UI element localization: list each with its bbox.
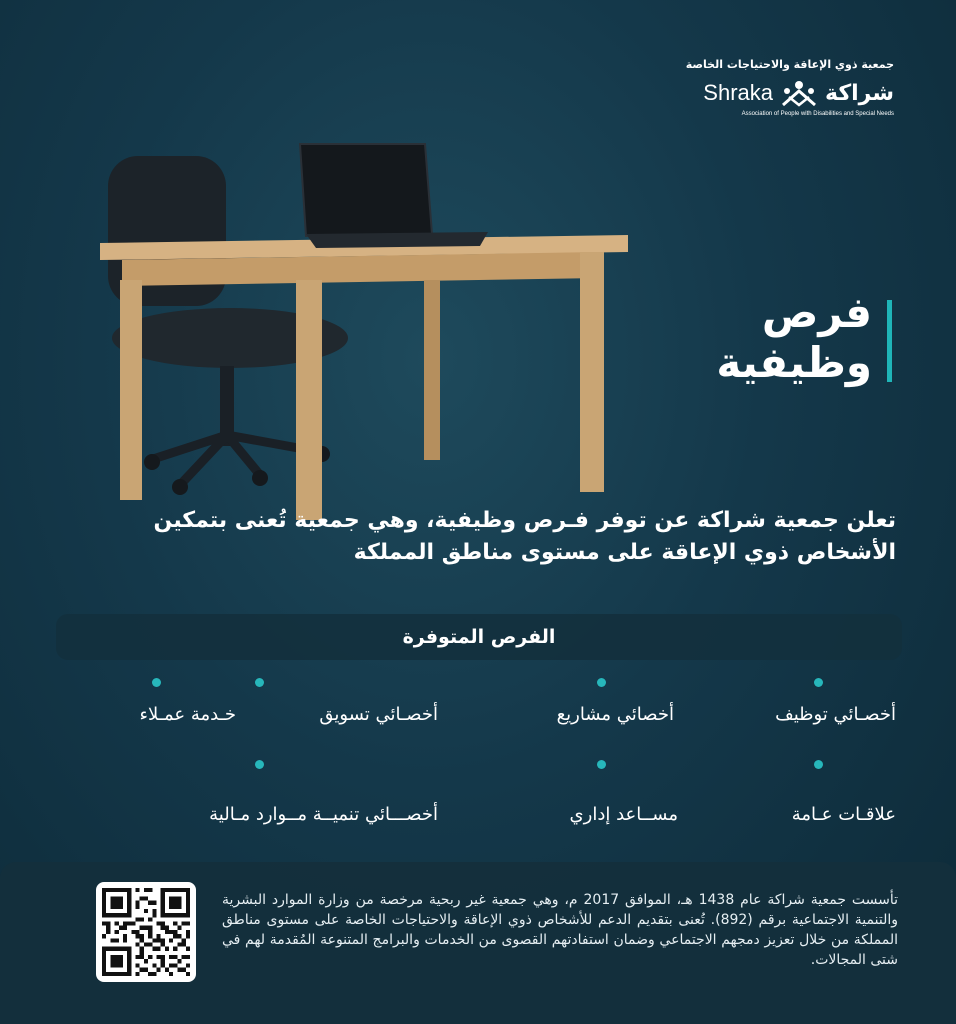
dot-icon bbox=[814, 678, 823, 687]
logo-name-en: Shraka bbox=[703, 80, 773, 105]
intro-line-2: الأشخاص ذوي الإعاقة على مستوى مناطق المملكة bbox=[353, 540, 896, 565]
about-text: تأسست جمعية شراكة عام 1438 هـ، الموافق 2017 م، وهي جمعية غير ربحية مرخصة من وزارة الموارد البشرية والتنمية الاجتماعية برقم (892). تُعنى بتقديم الدعم للأشخاص ذوي الإعاقة والاحتياجات الخاصة على مستوى مناطق المملكة من خلال تعزيز دمجهم الاجتماعي وضمان استفادتهم القصوى من الخدمات والبرامج المتنوعة المُقدمة لهم في شتى المجالات. bbox=[222, 892, 899, 968]
job-label: أخصائي مشاريع bbox=[556, 704, 674, 725]
headline-accent-bar bbox=[887, 300, 892, 382]
people-circle-icon bbox=[779, 79, 819, 107]
job-item bbox=[775, 704, 896, 725]
available-jobs-header: الفرص المتوفرة bbox=[56, 614, 902, 660]
laptop-screen bbox=[300, 144, 432, 236]
qr-code-icon bbox=[102, 888, 190, 976]
job-item bbox=[570, 804, 678, 825]
chair-wheel bbox=[172, 479, 188, 495]
dot-icon bbox=[255, 760, 264, 769]
headline-line-2: وظيفية bbox=[716, 338, 872, 387]
qr-code[interactable] bbox=[96, 882, 196, 982]
job-item bbox=[140, 704, 237, 725]
dot-icon bbox=[597, 760, 606, 769]
logo-tagline-ar: جمعية ذوي الإعاقة والاحتياجات الخاصة bbox=[685, 58, 894, 71]
dot-icon bbox=[152, 678, 161, 687]
headline-line-1: فرص bbox=[761, 288, 872, 337]
chair-wheel bbox=[252, 470, 268, 486]
job-label: أخصـائي تسويق bbox=[319, 704, 438, 725]
desk-chair-illustration bbox=[60, 130, 660, 530]
chair-base bbox=[150, 435, 320, 485]
dot-icon bbox=[597, 678, 606, 687]
dot-icon bbox=[814, 760, 823, 769]
desk-leg bbox=[424, 280, 440, 460]
logo-row bbox=[664, 79, 894, 107]
job-item bbox=[209, 804, 438, 825]
intro-line-1: تعلن جمعية شراكة عن توفر فـرص وظيفية، وهي جمعية تُعنى بتمكين bbox=[153, 508, 896, 533]
laptop-base bbox=[306, 232, 488, 248]
footer bbox=[0, 862, 956, 1024]
job-label: أخصـائي توظيف bbox=[775, 704, 896, 725]
headline bbox=[716, 288, 872, 388]
chair-wheel bbox=[144, 454, 160, 470]
brand-logo bbox=[664, 58, 894, 117]
job-item bbox=[792, 804, 896, 825]
logo-name-ar: شراكة bbox=[825, 80, 894, 106]
intro-text bbox=[120, 505, 896, 569]
desk-leg bbox=[120, 280, 142, 500]
job-label: خـدمة عمـلاء bbox=[139, 704, 236, 725]
desk-leg bbox=[296, 280, 322, 520]
job-label: مســاعد إداري bbox=[569, 804, 678, 825]
logo-tagline-en: Association of People with Disabilities and Special Needs bbox=[741, 111, 894, 117]
job-item bbox=[557, 704, 674, 725]
job-label: علاقـات عـامة bbox=[791, 804, 896, 825]
dot-icon bbox=[255, 678, 264, 687]
desk-leg bbox=[580, 252, 604, 492]
job-item bbox=[319, 704, 438, 725]
job-label: أخصـــائي تنميــة مــوارد مـالية bbox=[209, 804, 438, 825]
